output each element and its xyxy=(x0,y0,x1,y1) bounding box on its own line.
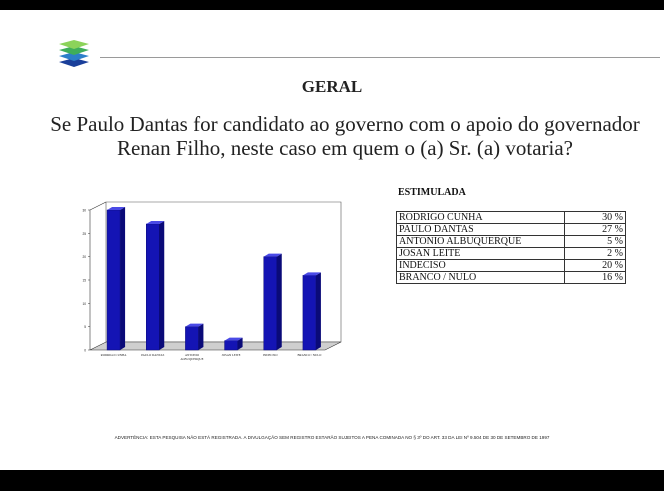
table-row xyxy=(397,212,626,224)
bar-side xyxy=(159,221,164,350)
x-tick-label: JOSAN LEITE xyxy=(221,353,241,357)
header-rule xyxy=(100,57,660,58)
candidate-label: JOSAN LEITE xyxy=(397,248,565,260)
stacked-layers-logo-icon xyxy=(58,38,90,68)
bar-side xyxy=(120,207,125,350)
candidate-percent: 30 % xyxy=(565,212,626,224)
candidate-percent: 20 % xyxy=(565,260,626,272)
y-tick-label: 10 xyxy=(82,301,86,306)
x-tick-label: BRANCO / NULO xyxy=(297,353,322,357)
bar xyxy=(303,275,316,350)
candidate-label: ANTONIO ALBUQUERQUE xyxy=(397,236,565,248)
section-title: GERAL xyxy=(301,77,363,96)
slide xyxy=(0,10,664,470)
bar xyxy=(185,327,198,350)
y-tick-label: 0 xyxy=(84,348,86,353)
x-tick-label: ANTONIO ALBUQUERQUE xyxy=(180,353,204,361)
results-table xyxy=(396,211,626,284)
table-row xyxy=(397,248,626,260)
candidate-percent: 2 % xyxy=(565,248,626,260)
bar-side xyxy=(277,254,282,350)
table-row xyxy=(397,236,626,248)
candidate-label: PAULO DANTAS xyxy=(397,224,565,236)
y-tick-label: 5 xyxy=(84,325,86,330)
table-row xyxy=(397,260,626,272)
x-tick-label: RODRIGO CUNHA xyxy=(100,353,127,357)
bar xyxy=(107,210,120,350)
candidate-percent: 5 % xyxy=(565,236,626,248)
candidate-label: BRANCO / NULO xyxy=(397,272,565,284)
y-tick-label: 15 xyxy=(82,278,86,283)
candidate-label: RODRIGO CUNHA xyxy=(397,212,565,224)
candidate-label: INDECISO xyxy=(397,260,565,272)
y-tick-label: 20 xyxy=(82,255,86,260)
bar-chart xyxy=(70,195,360,370)
x-tick-label: PAULO DANTAS xyxy=(141,353,165,357)
bar-side xyxy=(316,272,321,350)
y-tick-label: 30 xyxy=(82,208,86,213)
table-title: ESTIMULADA xyxy=(398,187,466,198)
bar xyxy=(146,224,159,350)
bar xyxy=(264,257,277,350)
y-tick-label: 25 xyxy=(82,231,86,236)
table-row xyxy=(397,224,626,236)
candidate-percent: 16 % xyxy=(565,272,626,284)
bar xyxy=(225,341,238,350)
candidate-percent: 27 % xyxy=(565,224,626,236)
question-text: Se Paulo Dantas for candidato ao governo com o apoio do governador Renan Filho, neste caso em quem o (a) Sr. (a) votaria? xyxy=(50,112,640,160)
table-row xyxy=(397,272,626,284)
bar-side xyxy=(198,324,203,350)
y-axis-depth xyxy=(90,202,106,210)
legal-warning: ADVERTÊNCIA: ESTA PESQUISA NÃO ESTÁ REGISTRADA. A DIVULGAÇÃO SEM REGISTRO ESTARÃO SUJEITOS A PENA COMINADA NO § 3º DO ART. 33 DA LEI Nº 9.504 DE 30 DE SETEMBRO DE 1997 xyxy=(114,435,550,440)
x-tick-label: INDECISO xyxy=(263,353,278,357)
